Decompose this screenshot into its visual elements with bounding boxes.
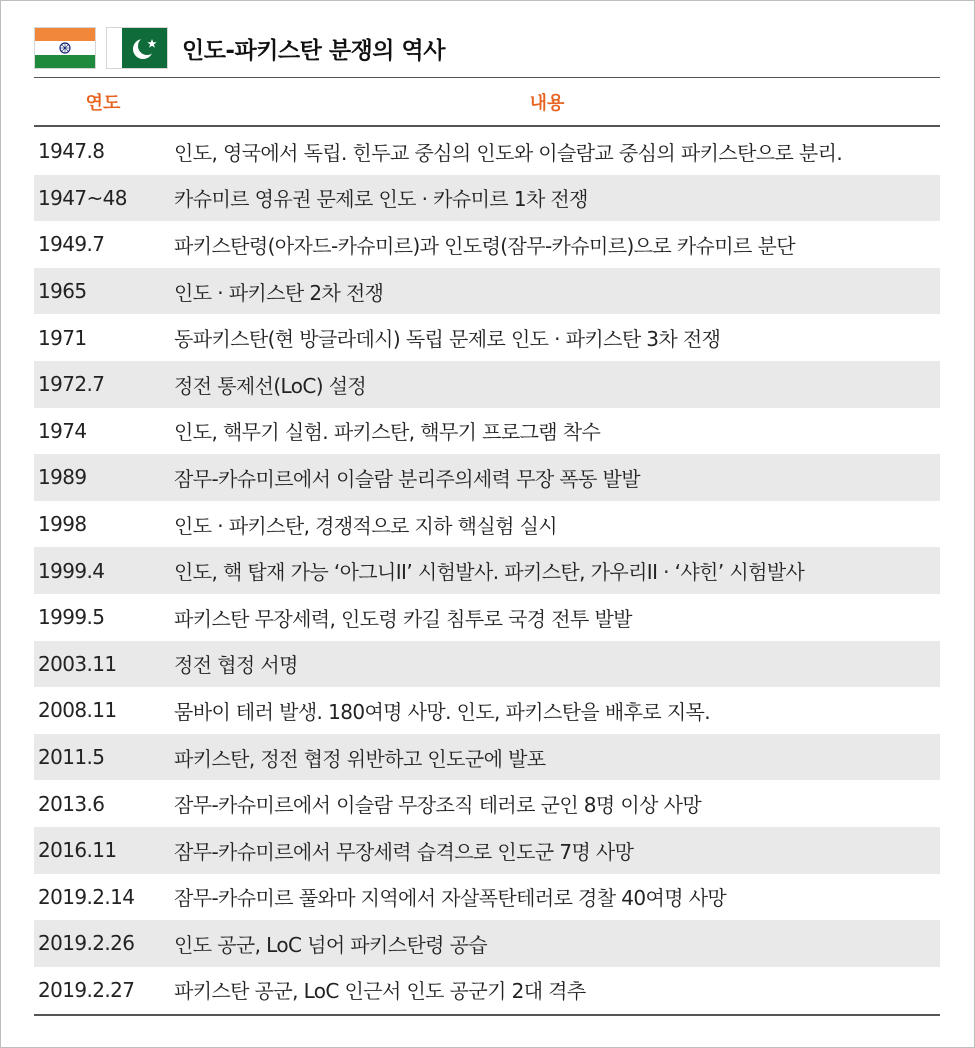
- bottom-rule: [34, 1014, 940, 1016]
- table-row: [34, 128, 940, 175]
- table-row: [34, 827, 940, 874]
- table-row: [34, 594, 940, 641]
- row-content: 정전 통제선(LoC) 설정: [174, 373, 367, 398]
- table-row: [34, 314, 940, 361]
- table-row: [34, 734, 940, 781]
- history-table: [34, 77, 940, 1016]
- page-title: 인도-파키스탄 분쟁의 역사: [182, 37, 445, 64]
- row-content: 동파키스탄(현 방글라데시) 독립 문제로 인도 · 파키스탄 3차 전쟁: [174, 327, 721, 352]
- table-row: [34, 687, 940, 734]
- row-content: 카슈미르 영유권 문제로 인도 · 카슈미르 1차 전쟁: [174, 187, 588, 212]
- row-content: 파키스탄령(아자드-카슈미르)과 인도령(잠무-카슈미르)으로 카슈미르 분단: [174, 233, 795, 258]
- row-year: 1971: [38, 325, 87, 350]
- row-content: 잠무-카슈미르에서 무장세력 습격으로 인도군 7명 사망: [174, 839, 634, 864]
- row-content: 파키스탄, 정전 협정 위반하고 인도군에 발포: [174, 746, 546, 771]
- row-year: 2003.11: [38, 651, 117, 676]
- row-content: 파키스탄 무장세력, 인도령 카길 침투로 국경 전투 발발: [174, 606, 632, 631]
- row-year: 1999.5: [38, 605, 105, 630]
- table-row: [34, 175, 940, 222]
- table-row: [34, 408, 940, 455]
- table-row: [34, 967, 940, 1014]
- row-content: 뭄바이 테러 발생. 180여명 사망. 인도, 파키스탄을 배후로 지목.: [174, 699, 711, 724]
- table-row: [34, 547, 940, 594]
- table-row: [34, 268, 940, 315]
- table-row: [34, 454, 940, 501]
- table-row: [34, 501, 940, 548]
- row-content: 인도 공군, LoC 넘어 파키스탄령 공습: [174, 932, 488, 957]
- row-year: 1949.7: [38, 232, 105, 257]
- row-year: 2011.5: [38, 745, 105, 770]
- row-content: 파키스탄 공군, LoC 인근서 인도 공군기 2대 격추: [174, 979, 586, 1004]
- row-content: 인도 · 파키스탄 2차 전쟁: [174, 280, 384, 305]
- row-year: 1947~48: [38, 185, 127, 210]
- table-row: [34, 221, 940, 268]
- table-header: [34, 78, 940, 127]
- crescent-star-icon: [128, 33, 162, 63]
- table-row: [34, 920, 940, 967]
- table-row: [34, 641, 940, 688]
- pakistan-flag-icon: [106, 27, 168, 69]
- india-flag-icon: [34, 27, 96, 69]
- row-year: 1965: [38, 279, 87, 304]
- row-year: 1972.7: [38, 372, 105, 397]
- row-year: 1999.4: [38, 558, 105, 583]
- row-content: 잠무-카슈미르 풀와마 지역에서 자살폭탄테러로 경찰 40여명 사망: [174, 886, 727, 911]
- row-year: 2013.6: [38, 791, 105, 816]
- row-content: 인도, 핵무기 실험. 파키스탄, 핵무기 프로그램 착수: [174, 420, 601, 445]
- row-year: 2008.11: [38, 698, 117, 723]
- year-column-header: 연도: [85, 92, 121, 114]
- row-content: 잠무-카슈미르에서 이슬람 무장조직 테러로 군인 8명 이상 사망: [174, 793, 702, 818]
- table-body: [34, 128, 940, 1013]
- content-column-header: 내용: [529, 92, 565, 114]
- row-year: 1989: [38, 465, 87, 490]
- row-year: 2016.11: [38, 838, 117, 863]
- table-row: [34, 361, 940, 408]
- row-content: 인도, 핵 탑재 가능 ‘아그니II’ 시험발사. 파키스탄, 가우리II · ‘샤힌’ 시험발사: [174, 560, 805, 585]
- table-row: [34, 780, 940, 827]
- row-year: 2019.2.27: [38, 977, 135, 1002]
- row-content: 잠무-카슈미르에서 이슬람 분리주의세력 무장 폭동 발발: [174, 466, 640, 491]
- row-content: 정전 협정 서명: [174, 653, 298, 678]
- ashoka-chakra-icon: [59, 42, 71, 54]
- row-year: 2019.2.14: [38, 884, 135, 909]
- row-year: 1998: [38, 512, 87, 537]
- row-content: 인도, 영국에서 독립. 힌두교 중심의 인도와 이슬람교 중심의 파키스탄으로 분리.: [174, 140, 843, 165]
- row-year: 1947.8: [38, 139, 105, 164]
- row-year: 1974: [38, 418, 87, 443]
- table-row: [34, 874, 940, 921]
- header: [34, 26, 445, 70]
- row-year: 2019.2.26: [38, 931, 135, 956]
- row-content: 인도 · 파키스탄, 경쟁적으로 지하 핵실험 실시: [174, 513, 558, 538]
